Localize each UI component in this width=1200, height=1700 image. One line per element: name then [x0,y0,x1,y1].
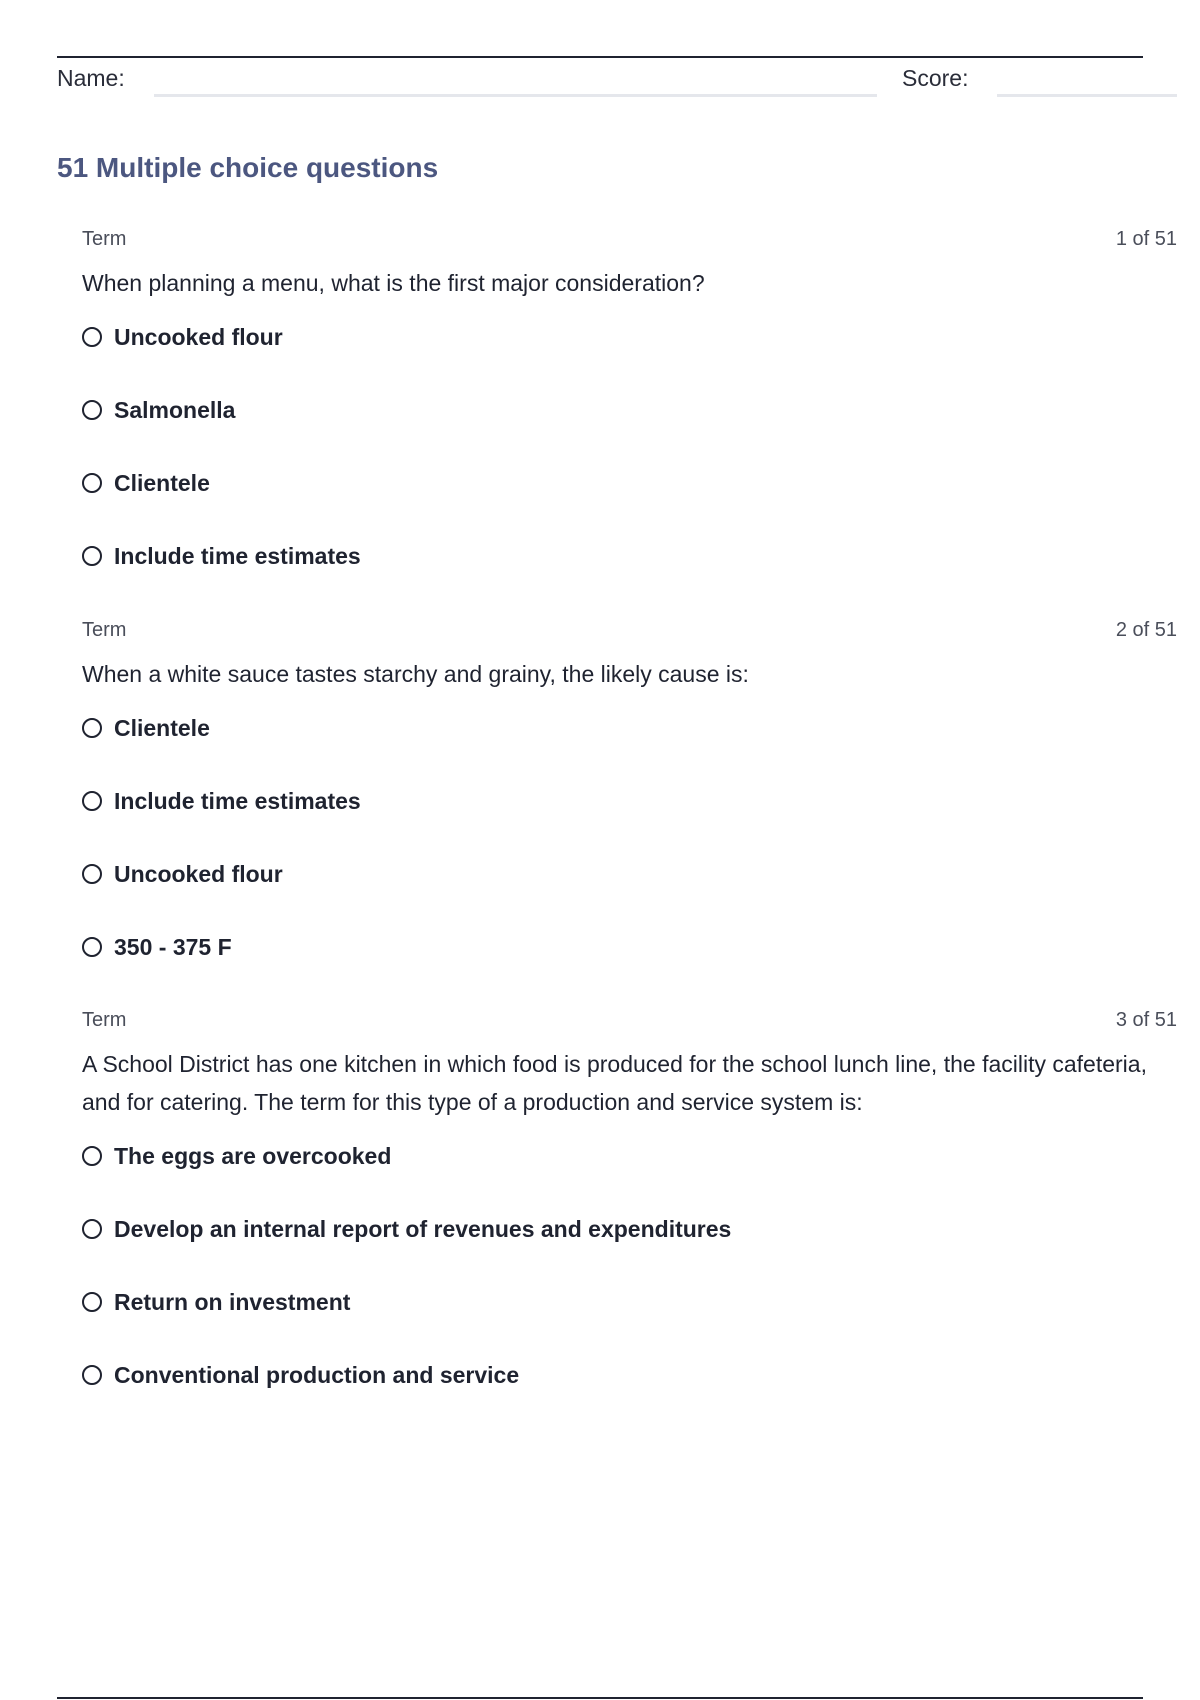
answer-options [82,322,1177,571]
radio-circle-icon[interactable] [82,1292,102,1312]
answer-option-label: Return on investment [114,1289,351,1315]
answer-option-label: Clientele [114,715,210,741]
top-rule [57,56,1143,58]
answer-option-label: Include time estimates [114,788,361,814]
answer-option-label: Uncooked flour [114,324,283,350]
radio-circle-icon[interactable] [82,937,102,957]
answer-option[interactable] [82,786,1177,816]
question-text: When planning a menu, what is the first major consideration? [82,270,705,296]
radio-circle-icon[interactable] [82,791,102,811]
answer-option[interactable] [82,859,1177,889]
term-label: Term [82,619,127,641]
score-field-line[interactable] [997,94,1177,97]
answer-option-label: Salmonella [114,397,236,423]
answer-option-label: Uncooked flour [114,861,283,887]
question-1 [82,226,1177,614]
name-label: Name: [57,65,125,91]
answer-option[interactable] [82,1360,1177,1390]
answer-option[interactable] [82,541,1177,571]
answer-option[interactable] [82,1214,1177,1244]
header-row [57,62,1177,102]
radio-circle-icon[interactable] [82,400,102,420]
score-label: Score: [902,65,969,91]
radio-circle-icon[interactable] [82,327,102,347]
name-field-line[interactable] [154,94,877,97]
question-header [82,226,1177,252]
question-3 [82,1007,1177,1433]
radio-circle-icon[interactable] [82,1146,102,1166]
answer-option-label: Conventional production and service [114,1362,520,1388]
question-header [82,617,1177,643]
section-title: 51 Multiple choice questions [57,152,439,183]
answer-option-label: 350 - 375 F [114,934,232,960]
question-2 [82,617,1177,1005]
answer-option-label: Clientele [114,470,210,496]
term-label: Term [82,1009,127,1031]
answer-option[interactable] [82,1141,1177,1171]
answer-options [82,1141,1177,1390]
answer-option[interactable] [82,713,1177,743]
radio-circle-icon[interactable] [82,1365,102,1385]
radio-circle-icon[interactable] [82,1219,102,1239]
question-text: A School District has one kitchen in which food is produced for the school lunch line, the facility cafeteria, and for catering. The term for this type of a production and service system is: [82,1051,1147,1115]
answer-option[interactable] [82,932,1177,962]
answer-option[interactable] [82,395,1177,425]
answer-options [82,713,1177,962]
answer-option-label: Include time estimates [114,543,361,569]
question-counter: 1 of 51 [1115,228,1177,250]
question-counter: 2 of 51 [1115,619,1177,641]
term-label: Term [82,228,127,250]
answer-option[interactable] [82,1287,1177,1317]
bottom-rule [57,1697,1143,1699]
radio-circle-icon[interactable] [82,718,102,738]
answer-option-label: Develop an internal report of revenues and expenditures [114,1216,732,1242]
radio-circle-icon[interactable] [82,864,102,884]
question-header [82,1007,1177,1033]
answer-option-label: The eggs are overcooked [114,1143,392,1169]
question-counter: 3 of 51 [1115,1009,1177,1031]
radio-circle-icon[interactable] [82,473,102,493]
question-text: When a white sauce tastes starchy and grainy, the likely cause is: [82,661,749,687]
answer-option[interactable] [82,322,1177,352]
radio-circle-icon[interactable] [82,546,102,566]
answer-option[interactable] [82,468,1177,498]
